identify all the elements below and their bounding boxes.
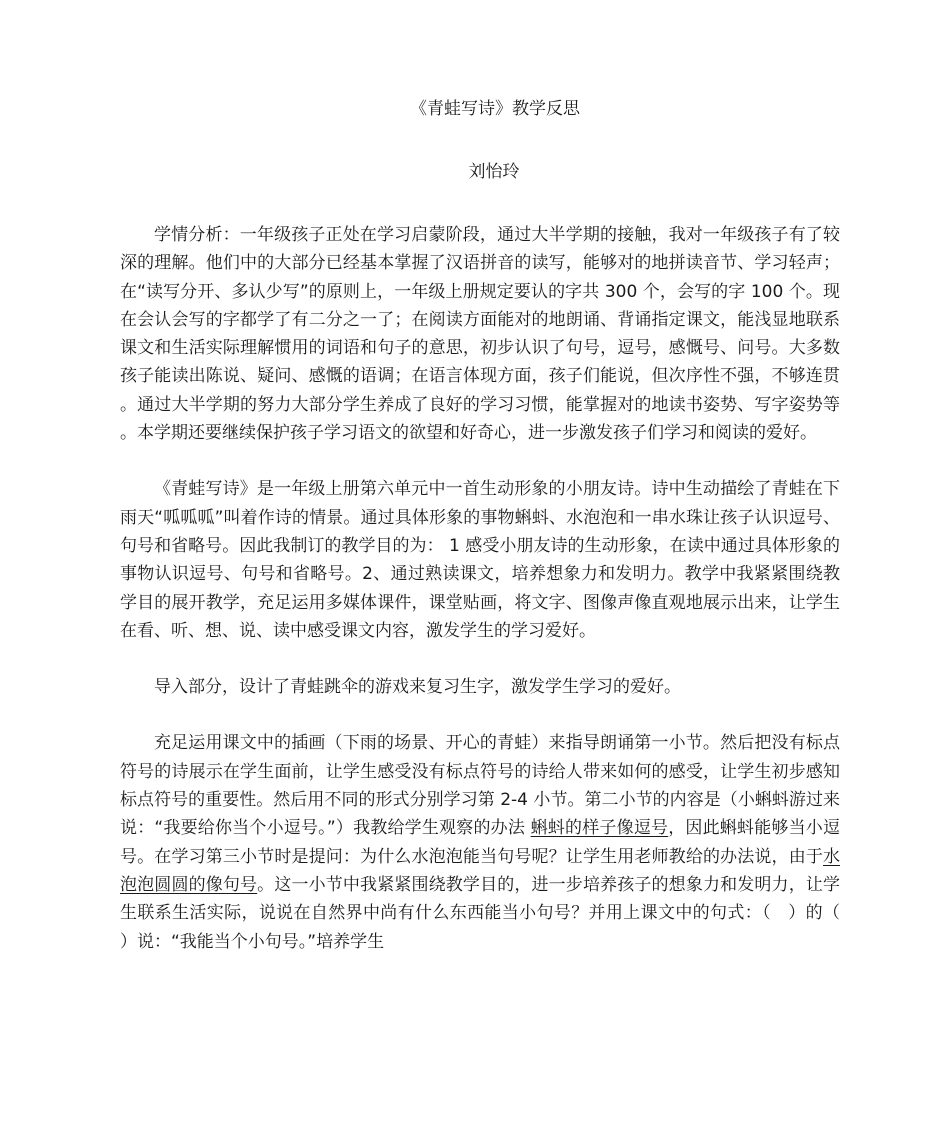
paragraph-text: 。这一小节中我紧紧围绕教学目的，进一步培养孩子的想象力和发明力，让学生联系生活实际，说说在自然界中尚有什么东西能当小句号？并用上课文中的句式：（ ）的（ ）说：“我能当个小句号。”培养学生 — [120, 874, 857, 952]
paragraph-teaching-process — [120, 729, 857, 955]
paragraph-introduction: 导入部分，设计了青蛙跳伞的游戏来复习生字，激发学生学习的爱好。 — [154, 677, 681, 698]
underlined-text: 蝌蚪的样子像逗号 — [530, 818, 669, 839]
paragraph-text: 充足运用课文中的插画（下雨的场景、开心的青蛙）来指导朗诵第一小节。然后把没有标点符号的诗展示在学生面前，让学生感受没有标点符号的诗给人带来如何的感受，让学生初步感知标点符号的重要性。然后用不同的形式分别学习第 2-4 小节。第二小节的内容是（小蝌蚪游过来说：“我要给你当个小逗号。”）我教给学生观察的办法 — [120, 733, 840, 839]
document-body — [120, 221, 857, 984]
document-author: 刘怡玲 — [468, 162, 520, 182]
paragraph-lesson-overview: 《青蛙写诗》是一年级上册第六单元中一首生动形象的小朋友诗。诗中生动描绘了青蛙在下雨天“呱呱呱”叫着作诗的情景。通过具体形象的事物蝌蚪、水泡泡和一串水珠让孩子认识逗号、句号和省略号。因此我制订的教学目的为： 1 感受小朋友诗的生动形象，在读中通过具体形象的事物认识逗号、句号和省略号。2、通过熟读课文，培养想象力和发明力。教学中我紧紧围绕教学目的展开教学，充足运用多媒体课件，课堂贴画，将文字、图像声像直观地展示出来，让学生在看、听、想、说、读中感受课文内容，激发学生的学习爱好。 — [120, 479, 840, 641]
paragraph-text: ，因此蝌蚪能够当小逗号。在学习第三小节时是提问：为什么水泡泡能当句号呢？让学生用老师教给的办法说，由于 — [120, 818, 840, 867]
underlined-text: 水泡泡圆圆的像句号 — [120, 846, 840, 895]
document-title: 《青蛙写诗》教学反思 — [410, 99, 580, 119]
paragraph-learning-analysis: 学情分析：一年级孩子正处在学习启蒙阶段，通过大半学期的接触，我对一年级孩子有了较深的理解。他们中的大部分已经基本掌握了汉语拼音的读写，能够对的地拼读音节、学习轻声；在“读写分开、多认少写”的原则上，一年级上册规定要认的字共 300 个，会写的字 100 个。现在会认会写的字都学了有二分之一了；在阅读方面能对的地朗诵、背诵指定课文，能浅显地联系课文和生活实际理解惯用的词语和句子的意思，初步认识了句号，逗号，感慨号、问号。大多数孩子能读出陈说、疑问、感慨的语调；在语言体现方面，孩子们能说，但次序性不强，不够连贯。通过大半学期的努力大部分学生养成了良好的学习习惯，能掌握对的地读书姿势、写字姿势等。本学期还要继续保护孩子学习语文的欲望和好奇心，进一步激发孩子们学习和阅读的爱好。 — [120, 225, 840, 444]
